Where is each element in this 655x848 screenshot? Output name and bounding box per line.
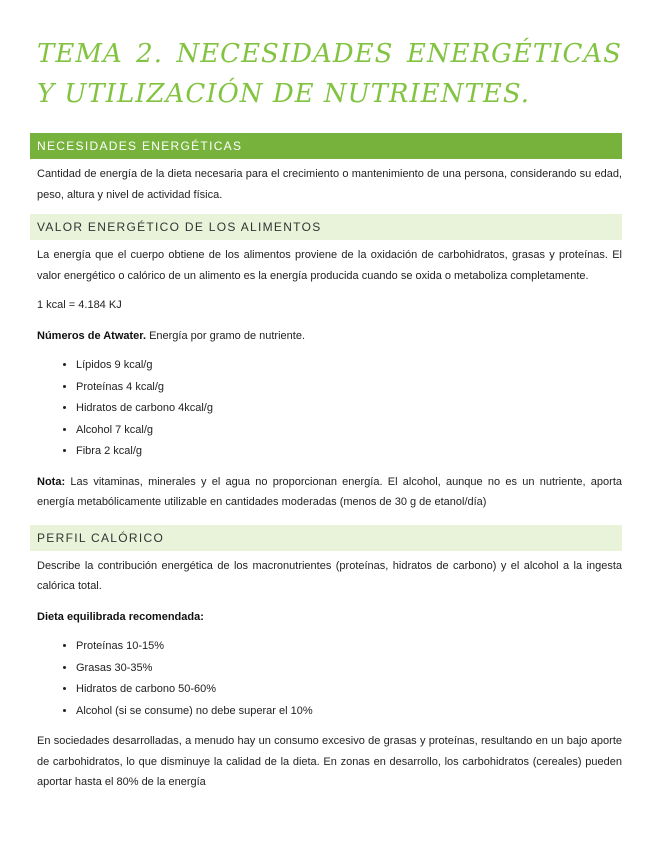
conversion-text: 1 kcal = 4.184 KJ [37, 299, 122, 311]
atwater-list-item: • Lípidos 9 kcal/g [76, 355, 622, 377]
diet-label: Dieta equilibrada recomendada: [37, 610, 204, 623]
atwater-list-item: • Hidratos de carbono 4kcal/g [76, 398, 622, 420]
diet-label-paragraph [30, 607, 622, 628]
note-label: Nota: [37, 475, 66, 488]
atwater-paragraph [30, 326, 622, 347]
atwater-list-item: • Alcohol 7 kcal/g [76, 420, 622, 442]
atwater-label: Números de Atwater. [37, 329, 147, 342]
diet-list-item: • Alcohol (si se consume) no debe superar el 10% [76, 701, 622, 723]
note-text: Las vitaminas, minerales y el agua no proporcionan energía. El alcohol, aunque no es un nutriente, aporta energía metabólicamente utilizable en cantidades moderadas (menos de 30 g de etanol/día) [37, 475, 622, 508]
note-paragraph [30, 472, 622, 513]
necesidades-text: Cantidad de energía de la dieta necesaria para el crecimiento o mantenimiento de una persona, considerando su edad, peso, altura y nivel de actividad física. [37, 168, 622, 201]
atwater-list-item: • Fibra 2 kcal/g [76, 441, 622, 463]
heading-necesidades: NECESIDADES ENERGÉTICAS [30, 133, 622, 159]
heading-perfil-calorico: PERFIL CALÓRICO [30, 525, 622, 551]
diet-list-item: • Grasas 30-35% [76, 658, 622, 680]
document-page [30, 0, 622, 793]
atwater-list [30, 355, 622, 463]
atwater-list-item: • Proteínas 4 kcal/g [76, 377, 622, 399]
perfil-calorico-text: Describe la contribución energética de los macronutrientes (proteínas, hidratos de carbono) y el alcohol a la ingesta calórica total. [37, 559, 622, 592]
diet-list-item: • Hidratos de carbono 50-60% [76, 679, 622, 701]
diet-list [30, 636, 622, 722]
valor-energetico-text: La energía que el cuerpo obtiene de los alimentos proviene de la oxidación de carbohidratos, grasas y proteínas. El valor energético o calórico de un alimento es la energía producida cuando se oxida o metaboliza completamente. [37, 249, 622, 282]
heading-valor-energetico: VALOR ENERGÉTICO DE LOS ALIMENTOS [30, 214, 622, 240]
final-paragraph: En sociedades desarrolladas, a menudo hay un consumo excesivo de grasas y proteínas, resultando en un bajo aporte de carbohidratos, lo que disminuye la calidad de la dieta. En zonas en desarrollo, los carbohidratos (cereales) pueden aportar hasta el 80% de la energía [37, 735, 622, 788]
document-title: TEMA 2. NECESIDADES ENERGÉTICAS Y UTILIZACIÓN DE NUTRIENTES. [37, 39, 622, 109]
diet-list-item: • Proteínas 10-15% [76, 636, 622, 658]
atwater-text: Energía por gramo de nutriente. [146, 329, 305, 342]
